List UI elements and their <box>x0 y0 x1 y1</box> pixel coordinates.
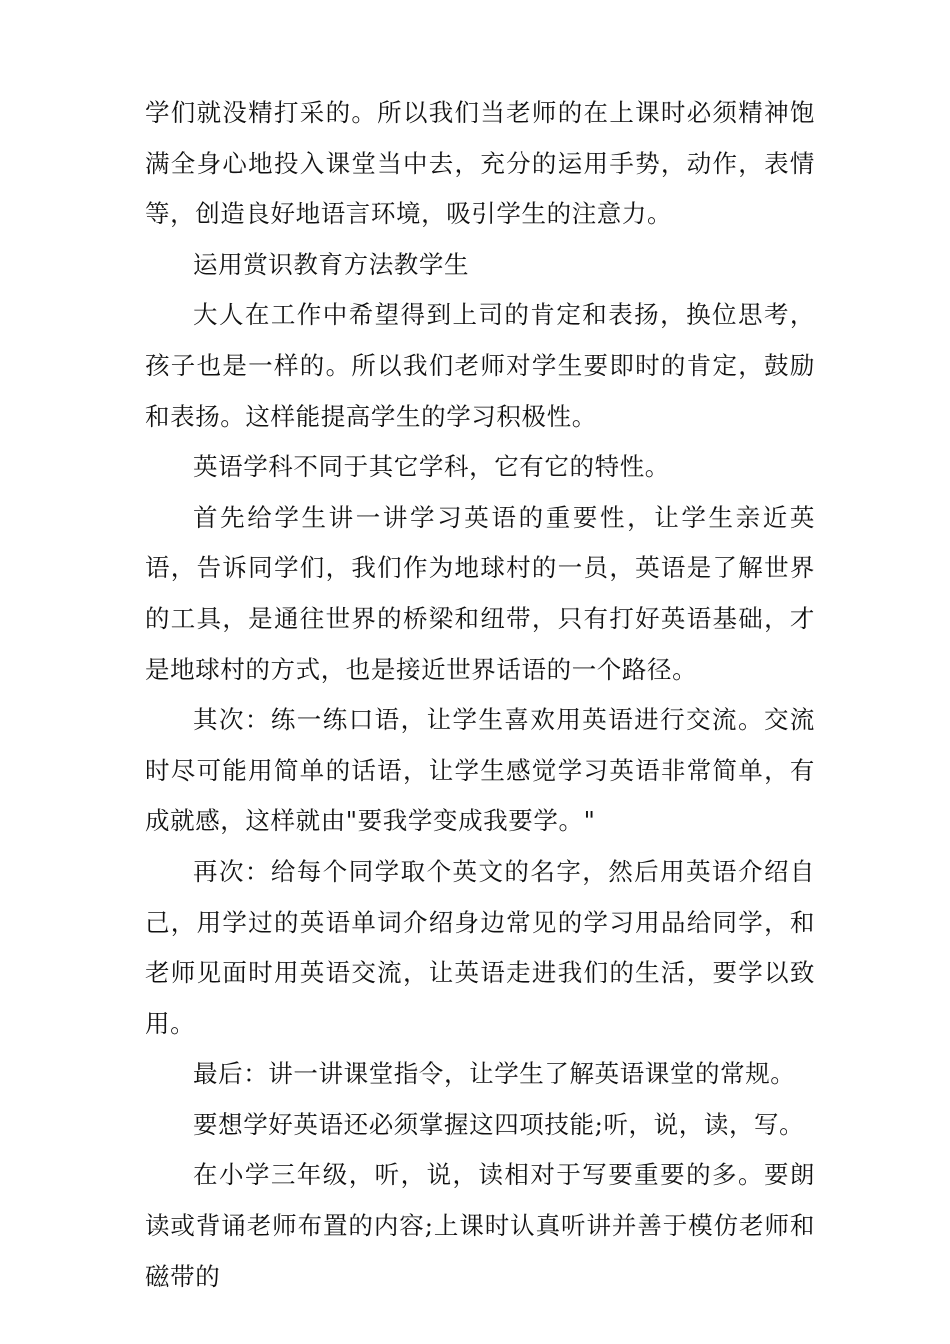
paragraph-second: 其次：练一练口语，让学生喜欢用英语进行交流。交流时尽可能用简单的话语，让学生感觉学习英语非常简单，有成就感，这样就由"要我学变成我要学。" <box>145 705 815 836</box>
paragraph-heading-appreciation: 运用赏识教育方法教学生 <box>193 249 470 279</box>
paragraph-grade-three: 在小学三年级，听，说，读相对于写要重要的多。要朗读或背诵老师布置的内容;上课时认真听讲并善于模仿老师和磁带的 <box>145 1160 815 1291</box>
paragraph-english-subject: 英语学科不同于其它学科，它有它的特性。 <box>193 452 670 482</box>
paragraph-last: 最后：讲一讲课堂指令，让学生了解英语课堂的常规。 <box>193 1059 796 1089</box>
paragraph-first: 首先给学生讲一讲学习英语的重要性，让学生亲近英语，告诉同学们，我们作为地球村的一员，英语是了解世界的工具，是通往世界的桥梁和纽带，只有打好英语基础，才是地球村的方式，也是接近世界话语的一个路径。 <box>145 502 815 684</box>
paragraph-continuation: 学们就没精打采的。所以我们当老师的在上课时必须精神饱满全身心地投入课堂当中去，充分的运用手势，动作，表情等，创造良好地语言环境，吸引学生的注意力。 <box>145 98 815 229</box>
body-text <box>145 88 815 1302</box>
paragraph-appreciation: 大人在工作中希望得到上司的肯定和表扬，换位思考，孩子也是一样的。所以我们老师对学生要即时的肯定，鼓励和表扬。这样能提高学生的学习积极性。 <box>145 300 815 431</box>
paragraph-third: 再次：给每个同学取个英文的名字，然后用英语介绍自己，用学过的英语单词介绍身边常见的学习用品给同学，和老师见面时用英语交流，让英语走进我们的生活，要学以致用。 <box>145 856 815 1038</box>
paragraph-four-skills: 要想学好英语还必须掌握这四项技能;听，说，读，写。 <box>193 1109 805 1139</box>
